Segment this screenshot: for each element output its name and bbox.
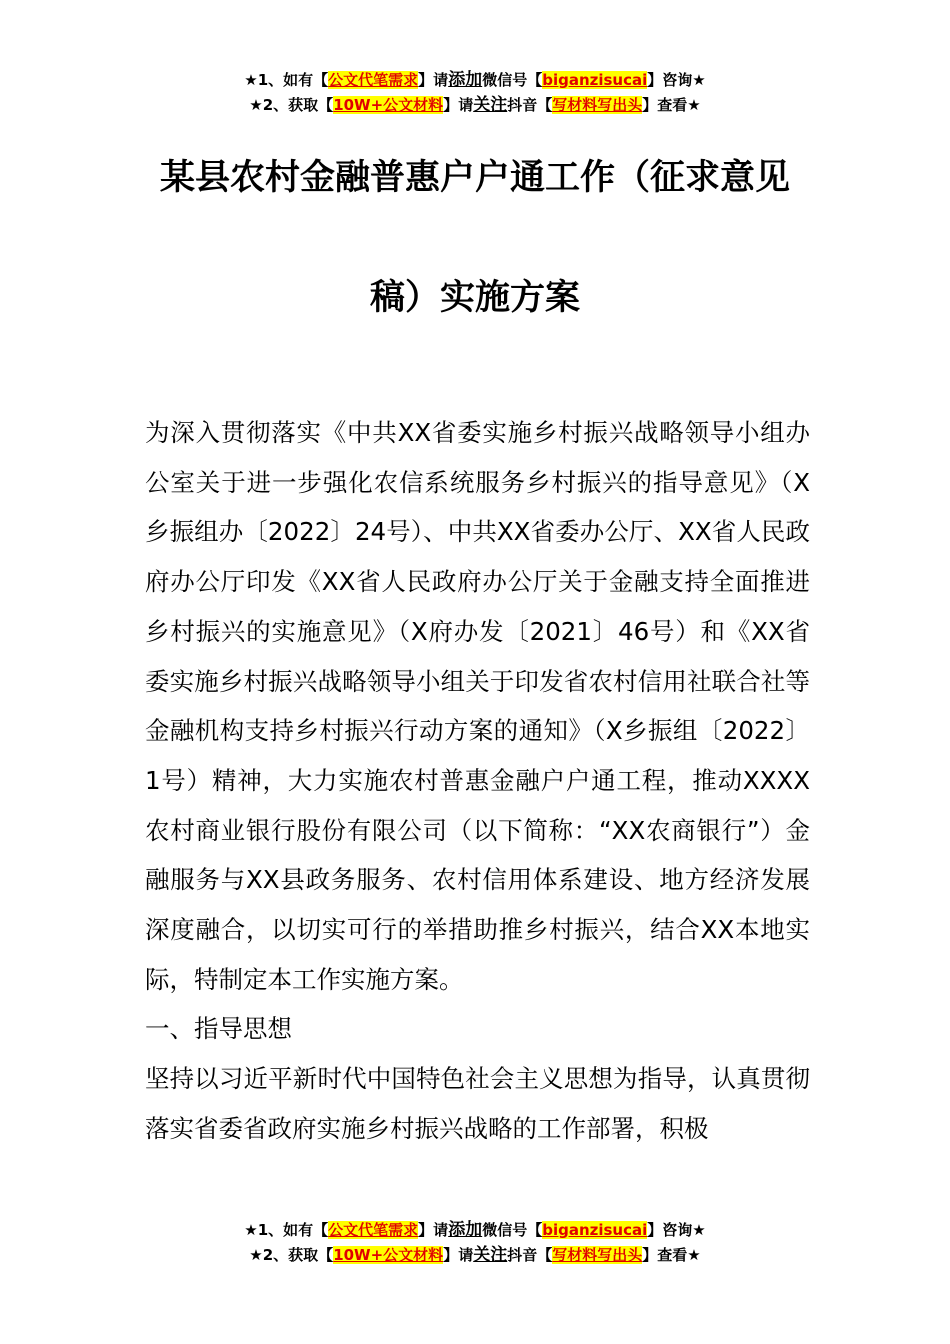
promo-highlight: biganzisucai (542, 71, 648, 89)
promo-highlight: 10W+公文材料 (333, 96, 444, 114)
promo-line-2 (0, 93, 950, 118)
section-heading: 一、指导思想 (145, 1014, 292, 1044)
promo-line-2 (0, 1243, 950, 1268)
promo-text: 微信号【 (482, 1221, 543, 1239)
header-promo (0, 68, 950, 118)
promo-underline: 关注 (473, 1245, 508, 1265)
promo-text: ★2、获取【 (249, 1246, 334, 1264)
promo-underline: 添加 (448, 70, 483, 90)
promo-line-1 (0, 1218, 950, 1243)
promo-text: ★2、获取【 (249, 96, 334, 114)
promo-text: 】请 (443, 96, 474, 114)
promo-line-1 (0, 68, 950, 93)
promo-text: 】请 (418, 71, 449, 89)
promo-highlight: 写材料写出头 (552, 96, 643, 114)
promo-text: 】请 (443, 1246, 474, 1264)
promo-text: 抖音【 (507, 1246, 553, 1264)
promo-text: 】咨询★ (647, 1221, 706, 1239)
promo-highlight: 10W+公文材料 (333, 1246, 444, 1264)
promo-text: 抖音【 (507, 96, 553, 114)
promo-highlight: 公文代笔需求 (328, 1221, 419, 1239)
promo-text: 】咨询★ (647, 71, 706, 89)
promo-underline: 关注 (473, 95, 508, 115)
promo-highlight: biganzisucai (542, 1221, 648, 1239)
promo-text: 微信号【 (482, 71, 543, 89)
promo-highlight: 公文代笔需求 (328, 71, 419, 89)
document-title-line-2: 稿）实施方案 (369, 278, 580, 318)
document-body (145, 408, 810, 1154)
paragraph: 为深入贯彻落实《中共XX省委实施乡村振兴战略领导小组办公室关于进一步强化农信系统服务乡村振兴的指导意见》（X乡振组办〔2022〕24号）、中共XX省委办公厅、XX省人民政府办公厅印发《XX省人民政府办公厅关于金融支持全面推进乡村振兴的实施意见》（X府办发〔2021〕46号）和《XX省委实施乡村振兴战略领导小组关于印发省农村信用社联合社等金融机构支持乡村振兴行动方案的通知》（X乡振组〔2022〕1号）精神，大力实施农村普惠金融户户通工程，推动XXXX农村商业银行股份有限公司（以下简称：“XX农商银行”）金融服务与XX县政务服务、农村信用体系建设、地方经济发展深度融合，以切实可行的举措助推乡村振兴，结合XX本地实际，特制定本工作实施方案。 (145, 418, 810, 994)
promo-text: 】查看★ (642, 96, 701, 114)
promo-underline: 添加 (448, 1220, 483, 1240)
promo-text: 】请 (418, 1221, 449, 1239)
promo-highlight: 写材料写出头 (552, 1246, 643, 1264)
paragraph: 坚持以习近平新时代中国特色社会主义思想为指导，认真贯彻落实省委省政府实施乡村振兴战略的工作部署，积极 (145, 1064, 810, 1143)
footer-promo (0, 1218, 950, 1268)
document-title-line-1: 某县农村金融普惠户户通工作（征求意见 (159, 158, 790, 198)
promo-text: ★1、如有【 (244, 1221, 329, 1239)
promo-text: 】查看★ (642, 1246, 701, 1264)
promo-text: ★1、如有【 (244, 71, 329, 89)
